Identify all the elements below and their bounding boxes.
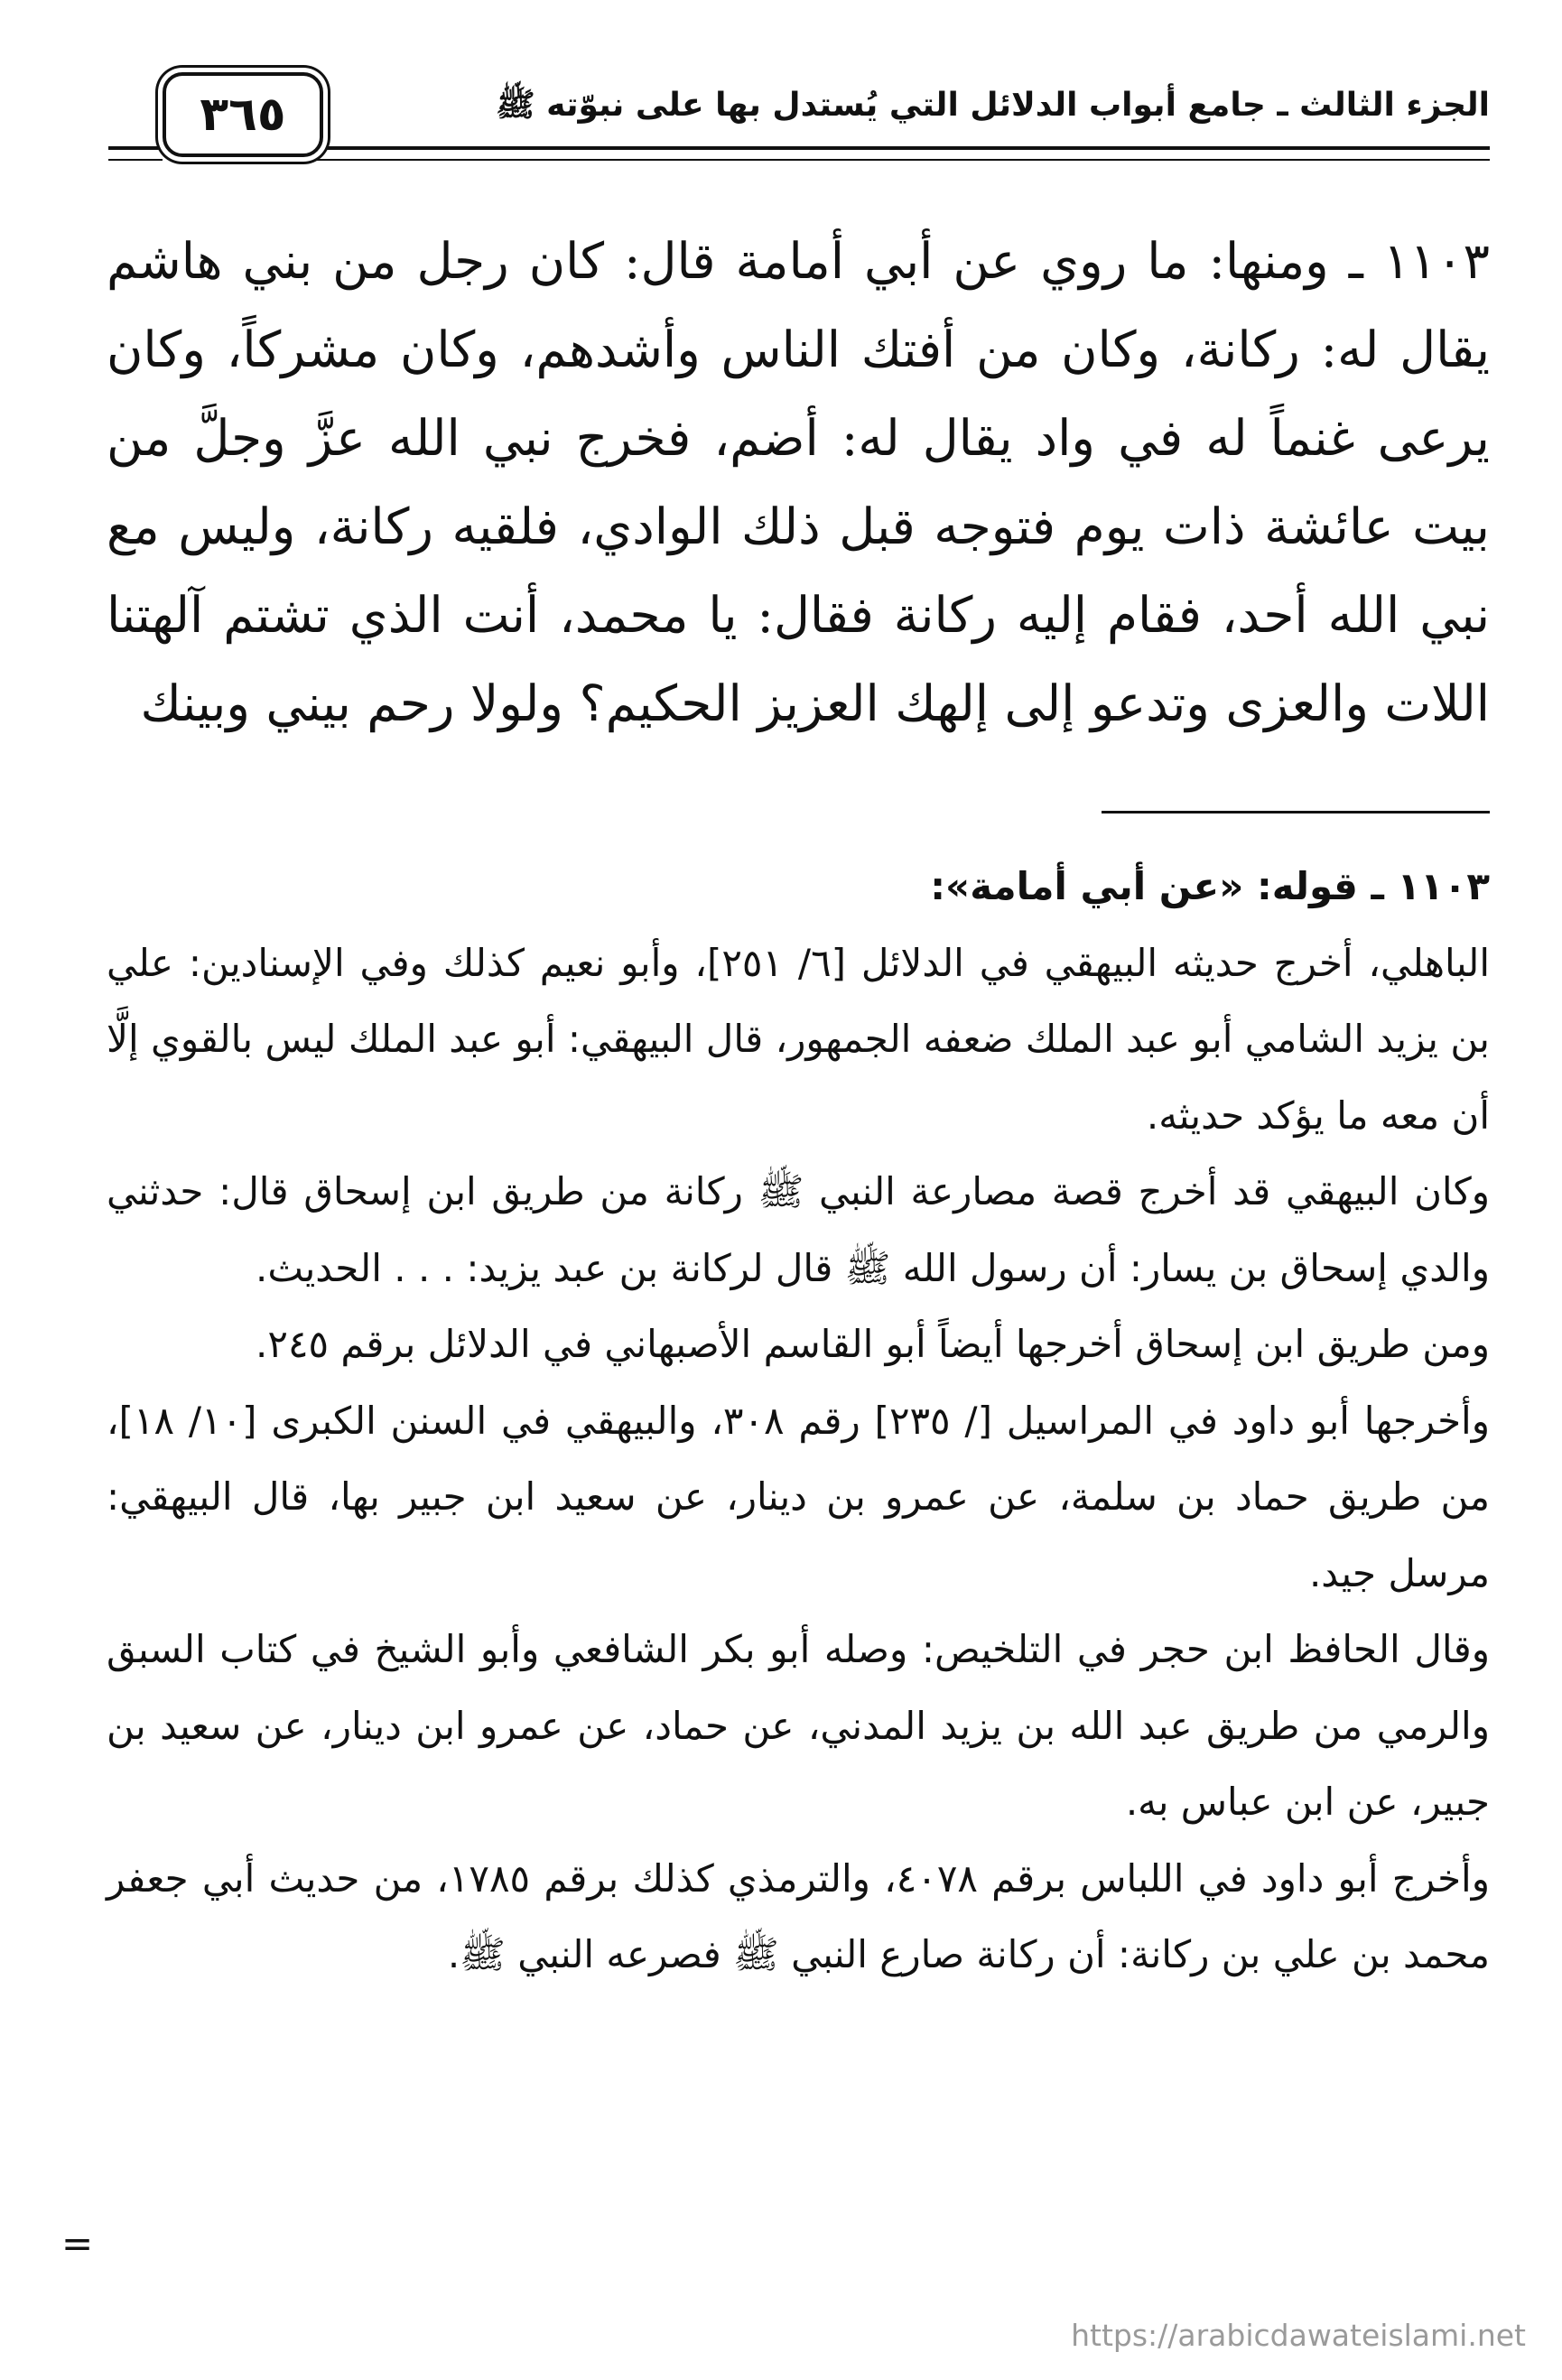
running-title: الجزء الثالث ـ جامع أبواب الدلائل التي يُستدل بها على نبوّته ﷺ [496, 87, 1490, 124]
footnote-paragraph: الباهلي، أخرج حديثه البيهقي في الدلائل [٦/ ٢٥١]، وأبو نعيم كذلك وفي الإسنادين: علي بن يزيد الشامي أبو عبد الملك ضعفه الجمهور، قال البيهقي: أبو عبد الملك ليس بالقوي إلَّا أن معه ما يؤكد حديثه. [107, 940, 1490, 1138]
page-header [108, 63, 1490, 163]
footnote-separator [1102, 811, 1490, 813]
header-rule [298, 146, 1490, 161]
footnote-paragraph: وكان البيهقي قد أخرج قصة مصارعة النبي ﷺ ركانة من طريق ابن إسحاق قال: حدثني والدي إسحاق بن يسار: أن رسول الله ﷺ قال لركانة بن عبد يزيد: . . . الحديث. [107, 1169, 1490, 1290]
main-paragraph: ١١٠٣ ـ ومنها: ما روي عن أبي أمامة قال: كان رجل من بني هاشم يقال له: ركانة، وكان من أفتك الناس وأشدهم، وكان مشركاً، وكان يرعى غنماً له في واد يقال له: أضم، فخرج نبي الله عزَّ وجلَّ من بيت عائشة ذات يوم فتوجه قبل ذلك الوادي، فلقيه ركانة، وليس مع نبي الله أحد، فقام إليه ركانة فقال: يا محمد، أنت الذي تشتم آلهتنا اللات والعزى وتدعو إلى إلهك العزيز الحكيم؟ ولولا رحم بيني وبينك [107, 232, 1490, 732]
header-rule-left [108, 146, 163, 161]
continuation-mark: = [61, 2221, 94, 2265]
footnote-heading: ١١٠٣ ـ قوله: «عن أبي أمامة»: [930, 864, 1490, 908]
main-text [107, 217, 1490, 748]
footnote-paragraph: وقال الحافظ ابن حجر في التلخيص: وصله أبو بكر الشافعي وأبو الشيخ في كتاب السبق والرمي من طريق عبد الله بن يزيد المدني، عن حماد، عن عمرو ابن دينار، عن سعيد بن جبير، عن ابن عباس به. [107, 1627, 1490, 1824]
watermark-url: https://arabicdawateislami.net [1071, 2318, 1526, 2353]
footnote-paragraph: وأخرجها أبو داود في المراسيل [/ ٢٣٥] رقم ٣٠٨، والبيهقي في السنن الكبرى [١٠/ ١٨]، من طريق حماد بن سلمة، عن عمرو بن دينار، عن سعيد ابن جبير بها، قال البيهقي: مرسل جيد. [107, 1398, 1490, 1595]
footnote-paragraph: وأخرج أبو داود في اللباس برقم ٤٠٧٨، والترمذي كذلك برقم ١٧٨٥، من حديث أبي جعفر محمد بن علي بن ركانة: أن ركانة صارع النبي ﷺ فصرعه النبي ﷺ. [107, 1855, 1490, 1976]
footnote-paragraph: ومن طريق ابن إسحاق أخرجها أيضاً أبو القاسم الأصبهاني في الدلائل برقم ٢٤٥. [256, 1322, 1490, 1366]
page-number: ٣٦٥ [163, 72, 323, 157]
footnotes [107, 849, 1490, 1994]
